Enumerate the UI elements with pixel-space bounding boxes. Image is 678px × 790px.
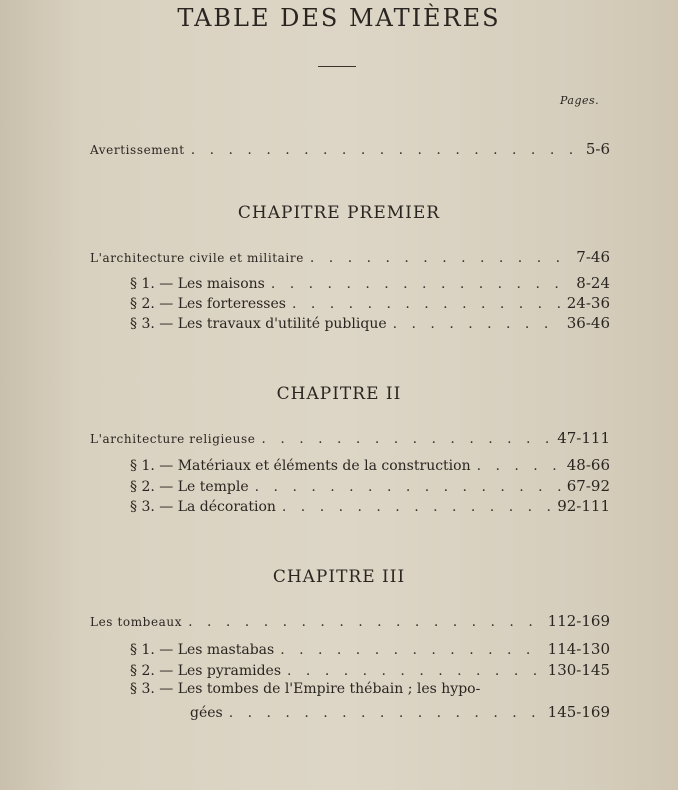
dot-leader bbox=[292, 296, 561, 312]
dot-leader bbox=[393, 316, 561, 332]
toc-section-pages: 24-36 bbox=[566, 294, 610, 312]
toc-section-pages: 48-66 bbox=[566, 456, 610, 474]
toc-section-pages: 92-111 bbox=[557, 497, 610, 515]
toc-section-pages: 67-92 bbox=[566, 477, 610, 495]
toc-entry-pages: 5-6 bbox=[585, 140, 610, 158]
toc-section-entry bbox=[130, 294, 610, 312]
toc-section-label: § 2. — Les forteresses bbox=[130, 296, 286, 312]
dot-leader bbox=[261, 431, 551, 447]
toc-chapter-entry bbox=[90, 248, 610, 266]
dot-leader bbox=[282, 499, 551, 515]
toc-section-entry bbox=[130, 477, 610, 495]
toc-entry-pages: 47-111 bbox=[557, 429, 610, 447]
toc-section-entry bbox=[130, 640, 610, 658]
toc-entry-pages: 7-46 bbox=[576, 248, 610, 266]
dot-leader bbox=[287, 663, 542, 679]
toc-section-label: § 3. — Les travaux d'utilité publique bbox=[130, 316, 387, 332]
dot-leader bbox=[310, 250, 570, 266]
dot-leader bbox=[255, 479, 561, 495]
title-rule bbox=[318, 66, 356, 67]
chapter-heading: CHAPITRE PREMIER bbox=[237, 203, 441, 223]
toc-section-label: § 1. — Les maisons bbox=[130, 276, 265, 292]
toc-section-entry bbox=[190, 703, 610, 721]
toc-section-label: § 1. — Les mastabas bbox=[130, 642, 275, 658]
dot-leader bbox=[271, 276, 570, 292]
toc-section-pages: 130-145 bbox=[547, 661, 610, 679]
dot-leader bbox=[229, 705, 542, 721]
toc-section-entry bbox=[130, 456, 610, 474]
toc-section-entry bbox=[130, 661, 610, 679]
toc-section-label: § 2. — Le temple bbox=[130, 479, 249, 495]
toc-section-entry bbox=[130, 274, 610, 292]
toc-chapter-entry bbox=[90, 612, 610, 630]
toc-entry-label: Les tombeaux bbox=[90, 615, 183, 629]
chapter-heading: CHAPITRE II bbox=[276, 384, 402, 404]
toc-section-pages: 36-46 bbox=[566, 314, 610, 332]
dot-leader bbox=[188, 614, 542, 630]
toc-entry-label: Avertissement bbox=[90, 143, 185, 157]
toc-chapter-entry bbox=[90, 429, 610, 447]
toc-section-label: § 2. — Les pyramides bbox=[130, 663, 282, 679]
page-title: TABLE DES MATIÈRES bbox=[177, 4, 501, 32]
toc-section-entry bbox=[130, 314, 610, 332]
toc-entry-label: L'architecture religieuse bbox=[90, 432, 256, 446]
toc-entry-pages: 112-169 bbox=[547, 612, 610, 630]
toc-entry-label: L'architecture civile et militaire bbox=[90, 251, 304, 265]
toc-entry-avertissement bbox=[90, 140, 610, 158]
toc-section-label-continuation: gées bbox=[190, 705, 223, 721]
toc-section-pages: 145-169 bbox=[547, 703, 610, 721]
toc-section-pages: 8-24 bbox=[576, 274, 610, 292]
dot-leader bbox=[280, 642, 541, 658]
pages-column-heading: Pages. bbox=[560, 94, 600, 107]
toc-section-entry bbox=[130, 497, 610, 515]
toc-section-label: § 3. — La décoration bbox=[130, 499, 276, 515]
dot-leader bbox=[191, 142, 580, 158]
toc-section-label: § 1. — Matériaux et éléments de la construction bbox=[130, 458, 471, 474]
toc-section-pages: 114-130 bbox=[547, 640, 610, 658]
toc-section-label: § 3. — Les tombes de l'Empire thébain ; les hypo- bbox=[130, 681, 481, 697]
chapter-heading: CHAPITRE III bbox=[272, 567, 406, 587]
dot-leader bbox=[477, 458, 561, 474]
